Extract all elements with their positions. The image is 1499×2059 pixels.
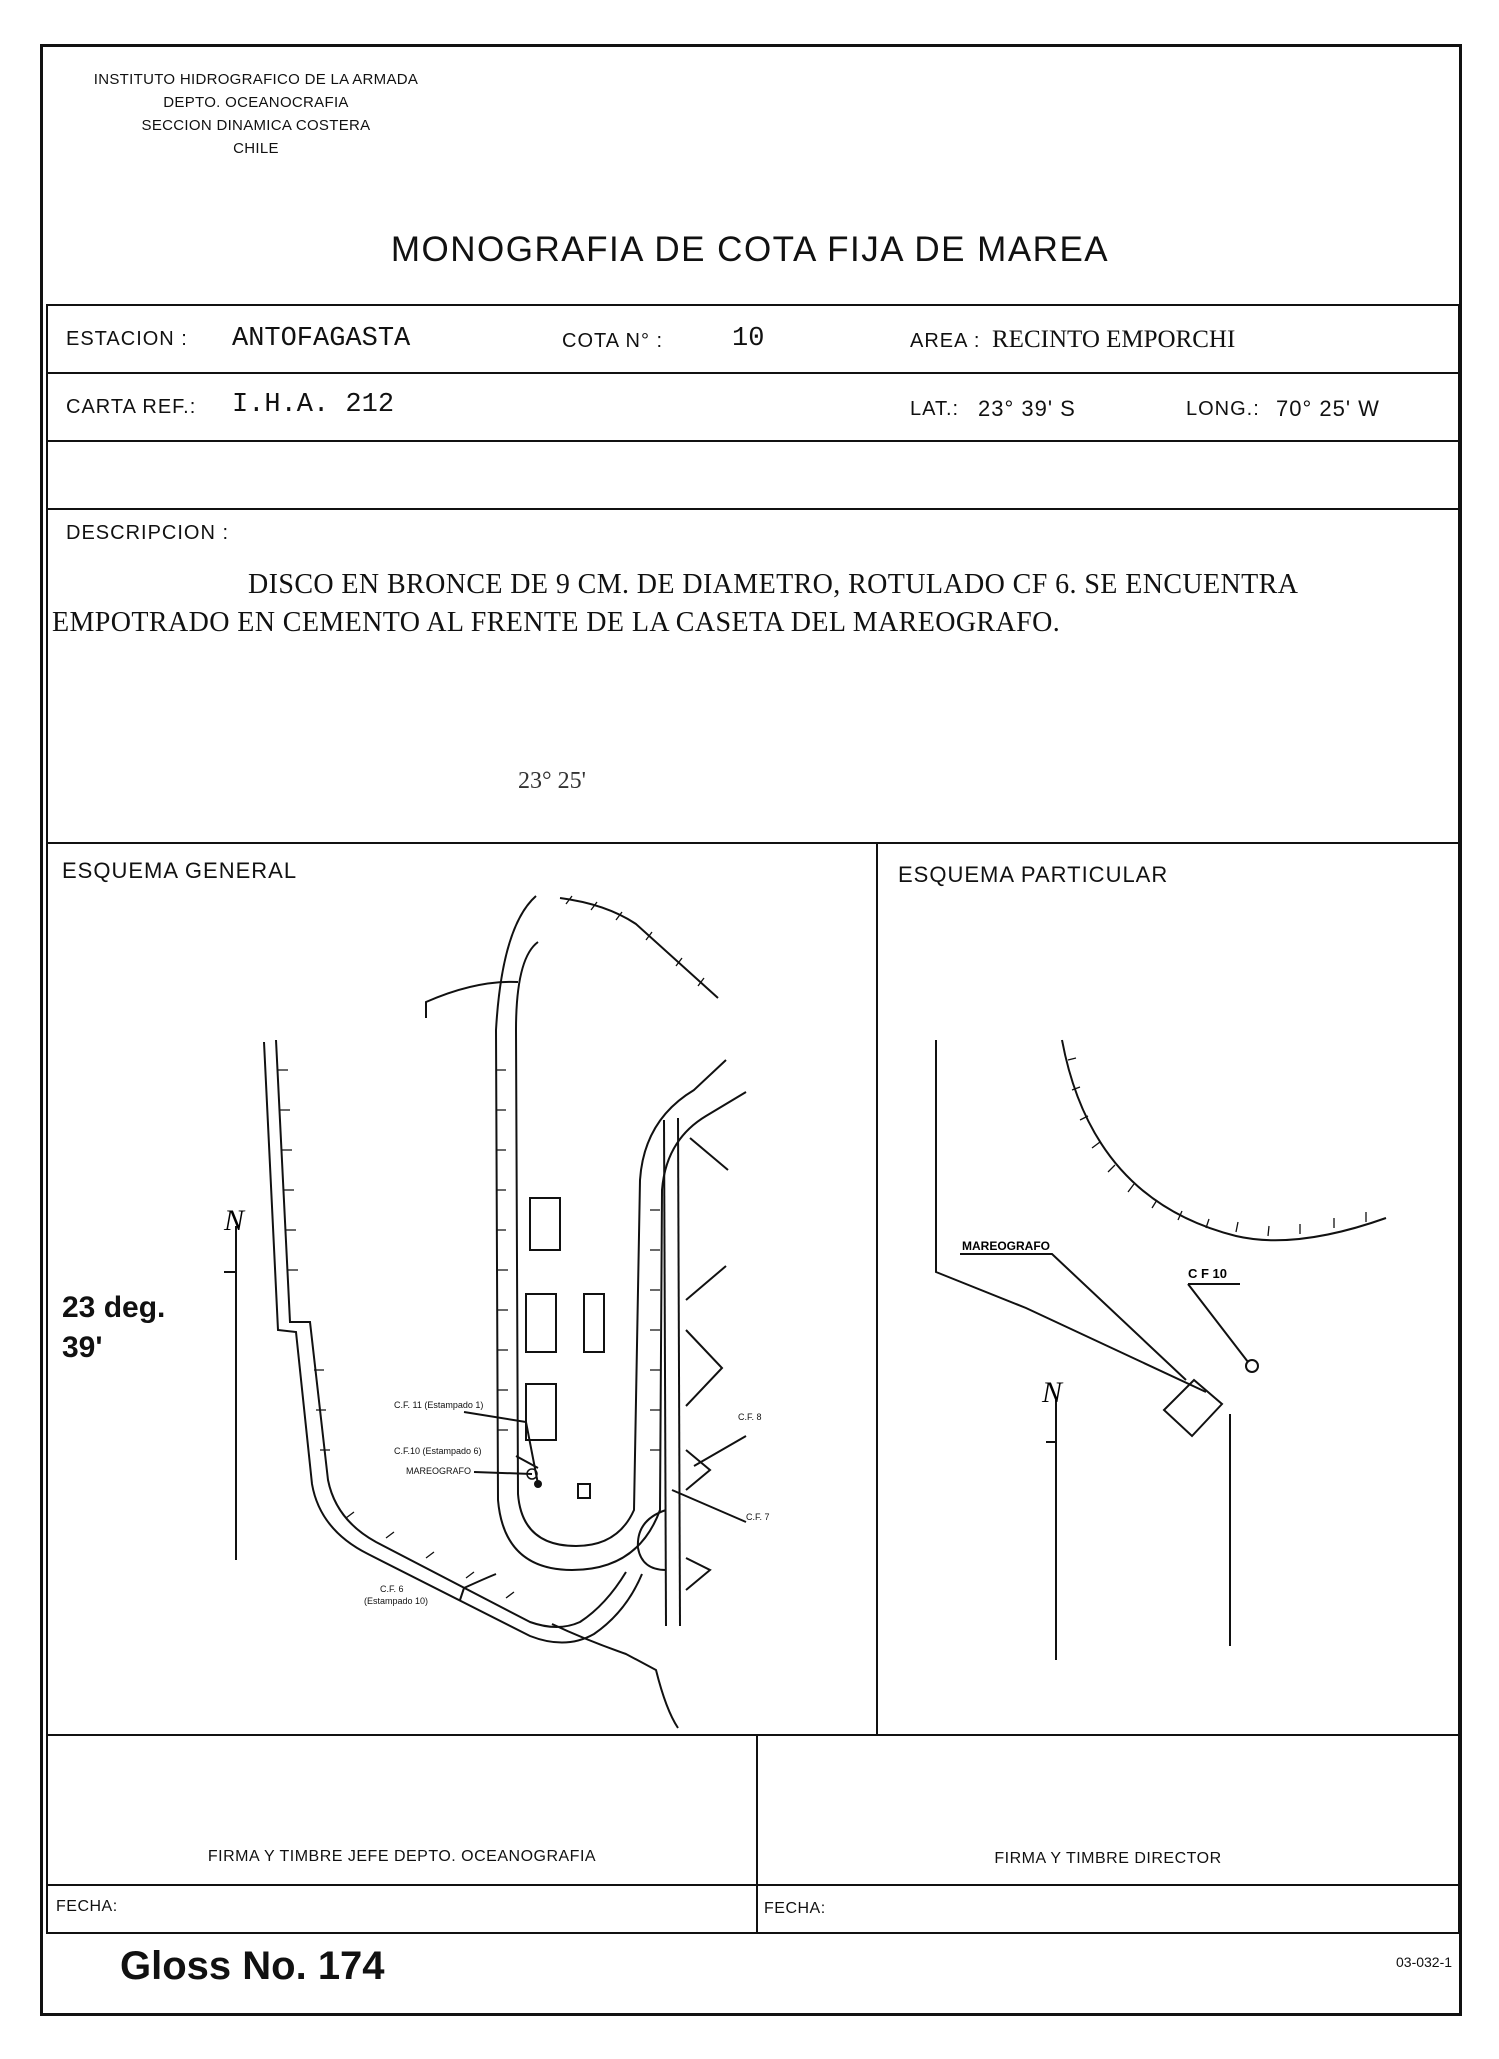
lat-label: LAT.: bbox=[910, 398, 960, 420]
estacion-value: ANTOFAGASTA bbox=[232, 324, 411, 354]
descripcion-paragraph: DISCO EN BRONCE DE 9 CM. DE DIAMETRO, ROTULADO CF 6. SE ENCUENTRA EMPOTRADO EN CEMENTO AL FRENTE DE LA CASETA DEL MAREOGRAFO. bbox=[52, 569, 1297, 638]
lat-value: 23° 39' S bbox=[978, 396, 1076, 421]
descripcion-text bbox=[52, 566, 1452, 642]
signature-divider bbox=[756, 1734, 758, 1934]
institute-header bbox=[66, 68, 446, 160]
row-divider-6 bbox=[48, 1884, 1458, 1886]
latitude-note-line-2: 39' bbox=[62, 1331, 103, 1364]
east-road-2 bbox=[678, 1118, 680, 1626]
cf7-leader bbox=[672, 1490, 746, 1522]
area-label: AREA : bbox=[910, 330, 981, 352]
institute-line-1: INSTITUTO HIDROGRAFICO DE LA ARMADA bbox=[93, 71, 419, 88]
particular-hatching bbox=[1068, 1058, 1366, 1236]
east-triangle-1 bbox=[686, 1330, 722, 1406]
western-pier-outer bbox=[276, 1040, 626, 1627]
small-building bbox=[578, 1484, 590, 1498]
firma-jefe: FIRMA Y TIMBRE JEFE DEPTO. OCEANOGRAFIA bbox=[207, 1848, 597, 1865]
cf6-label: C.F. 6 bbox=[380, 1584, 404, 1594]
cf10-label: C F 10 bbox=[1188, 1266, 1228, 1281]
document-code: 03-032-1 bbox=[1396, 1954, 1453, 1970]
esquema-particular-map bbox=[876, 1040, 1436, 1680]
east-diagonal-1 bbox=[690, 1138, 728, 1170]
area-value: RECINTO EMPORCHI bbox=[992, 326, 1236, 353]
latitude-note-line-1: 23 deg. bbox=[62, 1291, 166, 1324]
warehouse-3 bbox=[584, 1294, 604, 1352]
long-label: LONG.: bbox=[1186, 398, 1260, 420]
firma-director: FIRMA Y TIMBRE DIRECTOR bbox=[994, 1850, 1222, 1867]
row-divider-2 bbox=[48, 440, 1458, 442]
estacion-label: ESTACION : bbox=[66, 328, 188, 350]
warehouse-1 bbox=[530, 1198, 560, 1250]
mareografo-leader bbox=[474, 1472, 532, 1474]
north-symbol: N bbox=[224, 1204, 245, 1237]
long-value: 70° 25' W bbox=[1276, 396, 1380, 421]
warehouse-4 bbox=[526, 1384, 556, 1440]
cf10-marker bbox=[534, 1480, 542, 1488]
institute-line-2: DEPTO. OCEANOCRAFIA bbox=[163, 94, 349, 111]
mareografo-building bbox=[1164, 1380, 1222, 1436]
institute-line-4: CHILE bbox=[233, 140, 279, 157]
western-pier-inner bbox=[264, 1042, 642, 1643]
gloss-number: Gloss No. 174 bbox=[120, 1944, 385, 1988]
cf7-label: C.F. 7 bbox=[746, 1512, 770, 1522]
south-coastline bbox=[552, 1624, 678, 1728]
mareografo-label: MAREOGRAFO bbox=[406, 1466, 472, 1476]
carta-label: CARTA REF.: bbox=[66, 396, 197, 418]
row-divider-1 bbox=[48, 372, 1458, 374]
cf8-label: C.F. 8 bbox=[738, 1412, 762, 1422]
cf10-marker bbox=[1246, 1360, 1258, 1372]
esquema-particular-title: ESQUEMA PARTICULAR bbox=[898, 862, 1169, 887]
stray-handwritten-mark: 23° 25' bbox=[518, 768, 586, 794]
mareografo-label: MAREOGRAFO bbox=[962, 1239, 1050, 1253]
row-divider-4 bbox=[48, 842, 1458, 844]
fecha-left: FECHA: bbox=[56, 1898, 118, 1915]
north-jetty bbox=[426, 982, 518, 1018]
latitude-note bbox=[62, 1288, 165, 1368]
north-shoreline bbox=[560, 898, 718, 998]
cota-label: COTA N° : bbox=[562, 330, 664, 352]
cf11-label: C.F. 11 (Estampado 1) bbox=[394, 1400, 484, 1410]
mareografo-leader bbox=[960, 1254, 1186, 1380]
descripcion-label: DESCRIPCION : bbox=[66, 522, 230, 544]
central-quay-outer bbox=[516, 942, 726, 1546]
cf10-label: C.F.10 (Estampado 6) bbox=[394, 1446, 482, 1456]
curved-quay bbox=[1062, 1040, 1386, 1240]
cota-value: 10 bbox=[732, 324, 765, 354]
quay-hatching bbox=[278, 896, 704, 1598]
cf10-leader bbox=[1188, 1284, 1248, 1362]
east-road-1 bbox=[664, 1120, 666, 1626]
row-divider-3 bbox=[48, 508, 1458, 510]
fecha-right: FECHA: bbox=[764, 1900, 826, 1917]
esquema-general-title: ESQUEMA GENERAL bbox=[62, 858, 298, 883]
document-title: MONOGRAFIA DE COTA FIJA DE MAREA bbox=[390, 230, 1110, 269]
east-triangle-2 bbox=[686, 1450, 710, 1490]
row-divider-5 bbox=[48, 1734, 1458, 1736]
institute-line-3: SECCION DINAMICA COSTERA bbox=[141, 117, 371, 134]
north-symbol: N bbox=[1042, 1376, 1063, 1409]
cf6-sub-label: (Estampado 10) bbox=[364, 1596, 429, 1606]
quay-edge bbox=[936, 1040, 1206, 1392]
carta-value: I.H.A. 212 bbox=[232, 390, 395, 420]
east-triangle-3 bbox=[686, 1558, 710, 1590]
east-diagonal-2 bbox=[686, 1266, 726, 1300]
cf8-leader bbox=[694, 1436, 746, 1466]
warehouse-2 bbox=[526, 1294, 556, 1352]
